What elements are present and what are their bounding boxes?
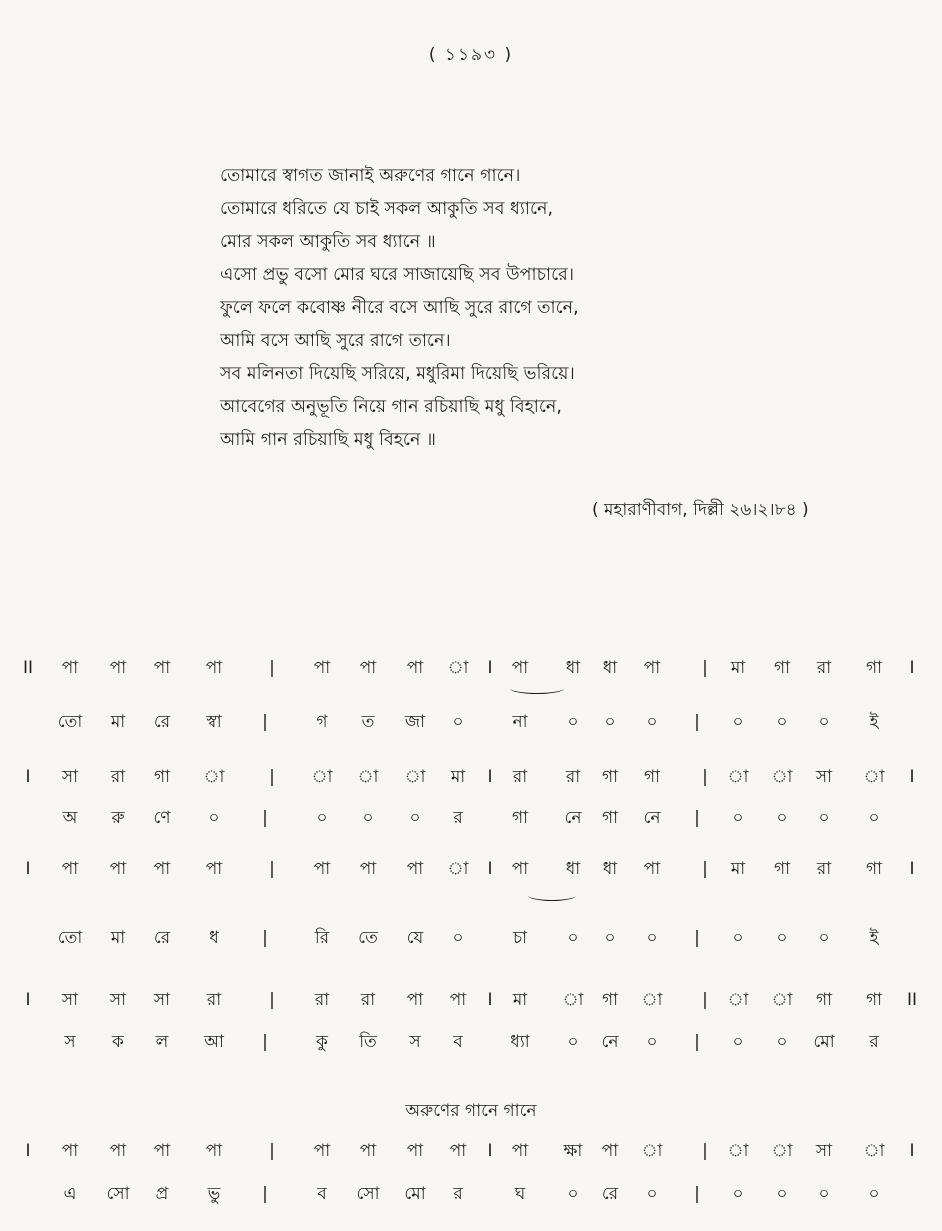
notation-cell: স [64, 1032, 76, 1052]
poem-line: তোমারে স্বাগত জানাই অরুণের গানে গানে। [220, 166, 521, 186]
notation-cell: আ [204, 1032, 224, 1052]
notation-cell: পা [153, 658, 171, 678]
notation-cell: নে [564, 808, 582, 828]
notation-cell: ০ [646, 712, 658, 732]
notation-cell: সা [61, 767, 79, 787]
notation-cell: ০ [362, 808, 374, 828]
notation-cell: গা [601, 808, 619, 828]
notation-cell: গা [601, 990, 619, 1010]
notation-cell: | [694, 808, 700, 828]
notation-cell: া [404, 767, 426, 787]
notation-cell: প্র [155, 1184, 169, 1204]
notation-cell: গা [773, 658, 791, 678]
notation-cell: গ [316, 712, 328, 732]
notation-cell: ০ [818, 712, 830, 732]
notation-cell: I [909, 859, 915, 879]
notation-cell: | [262, 808, 268, 828]
notation-cell: নে [643, 808, 661, 828]
notation-cell: মা [110, 712, 126, 732]
notation-cell: নে [601, 1032, 619, 1052]
notation-cell: তো [57, 712, 83, 732]
notation-cell: পা [449, 1141, 467, 1161]
notation-cell: | [694, 928, 700, 948]
notation-cell: পা [449, 990, 467, 1010]
notation-cell: রা [512, 767, 528, 787]
notation-cell: মা [730, 859, 746, 879]
notation-cell: পা [511, 658, 529, 678]
notation-cell: | [269, 1141, 275, 1161]
notation-cell: | [694, 712, 700, 732]
notation-cell: ০ [409, 808, 421, 828]
notation-cell: সা [61, 990, 79, 1010]
notation-cell: গা [865, 990, 883, 1010]
notation-cell: ০ [567, 712, 579, 732]
notation-cell: পা [61, 658, 79, 678]
poem-line: ফুলে ফলে কবোষ্ণ নীরে বসে আছি সুরে রাগে তানে, [220, 298, 579, 318]
notation-cell: ০ [567, 1032, 579, 1052]
notation-cell: ০ [732, 712, 744, 732]
notation-cell: রে [153, 928, 171, 948]
notation-cell: রা [360, 990, 376, 1010]
notation-cell: সো [356, 1184, 380, 1204]
notation-cell: | [262, 712, 268, 732]
notation-cell: ০ [452, 928, 464, 948]
notation-cell: ব [453, 1032, 463, 1052]
notation-cell: গা [511, 808, 529, 828]
notation-cell: া [311, 767, 333, 787]
notation-cell: র [453, 808, 463, 828]
notation-cell: | [269, 767, 275, 787]
notation-cell: া [447, 658, 469, 678]
notation-cell: পা [406, 1141, 424, 1161]
section-heading: অরুণের গানে গানে [405, 1101, 537, 1121]
notation-cell: মা [730, 658, 746, 678]
notation-cell: | [702, 658, 708, 678]
notation-cell: ০ [732, 1032, 744, 1052]
notation-cell: ০ [604, 712, 616, 732]
notation-cell: রে [601, 1184, 619, 1204]
notation-cell: | [269, 990, 275, 1010]
notation-cell: গা [601, 767, 619, 787]
notation-cell: পা [313, 658, 331, 678]
notation-cell: | [702, 1141, 708, 1161]
notation-cell: তো [57, 928, 83, 948]
notation-cell: রা [565, 767, 581, 787]
notation-cell: I [25, 859, 31, 879]
notation-cell: ণে [153, 808, 171, 828]
notation-cell: মো [813, 1032, 835, 1052]
notation-cell: ব [317, 1184, 327, 1204]
notation-cell: কু [316, 1032, 328, 1052]
notation-cell: গা [815, 990, 833, 1010]
notation-cell: া [863, 1141, 885, 1161]
notation-cell: ০ [732, 808, 744, 828]
notation-cell: | [702, 859, 708, 879]
notation-cell: পা [205, 658, 223, 678]
notation-cell: চা [512, 928, 528, 948]
notation-cell: তি [359, 1032, 377, 1052]
notation-cell: পা [359, 658, 377, 678]
notation-cell: র [869, 1032, 879, 1052]
notation-cell: ০ [646, 928, 658, 948]
notation-cell: া [771, 990, 793, 1010]
notation-cell: | [262, 1032, 268, 1052]
notation-cell: সো [106, 1184, 130, 1204]
notation-cell: া [863, 767, 885, 787]
notation-cell: II [906, 990, 918, 1010]
slur-mark [510, 683, 564, 694]
notation-cell: ০ [818, 1184, 830, 1204]
notation-cell: রা [314, 990, 330, 1010]
notation-cell: া [727, 990, 749, 1010]
notation-cell: ০ [776, 808, 788, 828]
notation-cell: স্বা [206, 712, 222, 732]
notation-cell: পা [61, 859, 79, 879]
notation-cell: I [487, 1141, 493, 1161]
notation-cell: পা [601, 1141, 619, 1161]
notation-cell: সা [815, 1141, 833, 1161]
notation-cell: গা [773, 859, 791, 879]
notation-cell: এ [63, 1184, 77, 1204]
notation-cell: I [25, 1141, 31, 1161]
notation-cell: | [269, 658, 275, 678]
notation-cell: | [694, 1184, 700, 1204]
notation-cell: ধা [565, 658, 581, 678]
notation-cell: ধা [565, 859, 581, 879]
notation-cell: ধা [602, 658, 618, 678]
notation-cell: পা [406, 990, 424, 1010]
notation-cell: পা [511, 859, 529, 879]
poem-line: আমি গান রচিয়াছি মধু বিহনে ॥ [220, 430, 436, 450]
notation-cell: রে [153, 712, 171, 732]
notation-cell: পা [359, 859, 377, 879]
notation-cell: ধা [602, 859, 618, 879]
notation-cell: া [641, 990, 663, 1010]
notation-cell: ০ [646, 1184, 658, 1204]
notation-cell: ০ [567, 928, 579, 948]
notation-cell: II [22, 658, 34, 678]
notation-cell: ০ [567, 1184, 579, 1204]
notation-cell: ০ [646, 1032, 658, 1052]
notation-cell: পা [61, 1141, 79, 1161]
notation-cell: া [203, 767, 225, 787]
notation-cell: | [702, 990, 708, 1010]
notation-cell: ক [112, 1032, 124, 1052]
notation-cell: ০ [316, 808, 328, 828]
poem-line: তোমারে ধরিতে যে চাই সকল আকুতি সব ধ্যানে, [220, 199, 554, 219]
notation-cell: জা [404, 712, 426, 732]
notation-cell: ই [869, 712, 879, 732]
notation-cell: ০ [818, 928, 830, 948]
notation-cell: রা [110, 767, 126, 787]
notation-cell: ধ্যা [510, 1032, 530, 1052]
poem-line: সব মলিনতা দিয়েছি সরিয়ে, মধুরিমা দিয়েছি ভরিয়ে। [220, 364, 575, 384]
notation-cell: ই [869, 928, 879, 948]
notation-cell: | [262, 1184, 268, 1204]
notation-cell: সা [815, 767, 833, 787]
notation-cell: া [771, 1141, 793, 1161]
notation-cell: ০ [776, 928, 788, 948]
poem-line: আমি বসে আছি সুরে রাগে তানে। [220, 331, 451, 351]
notation-cell: I [25, 767, 31, 787]
notation-cell: পা [205, 1141, 223, 1161]
notation-cell: তে [358, 928, 378, 948]
notation-cell: | [262, 928, 268, 948]
notation-cell: ০ [776, 712, 788, 732]
notation-cell: | [702, 767, 708, 787]
notation-cell: মো [404, 1184, 426, 1204]
notation-cell: া [727, 767, 749, 787]
notation-cell: I [909, 767, 915, 787]
notation-cell: ক্ষা [563, 1141, 583, 1161]
notation-cell: না [512, 712, 528, 732]
poem-line: মোর সকল আকুতি সব ধ্যানে ॥ [220, 232, 436, 252]
notation-cell: ০ [776, 1184, 788, 1204]
notation-cell: অ [62, 808, 78, 828]
notation-cell: | [694, 1032, 700, 1052]
notation-cell: া [641, 1141, 663, 1161]
notation-cell: রা [206, 990, 222, 1010]
notation-cell: যে [406, 928, 424, 948]
notation-cell: পা [406, 859, 424, 879]
notation-cell: I [909, 658, 915, 678]
notation-cell: পা [643, 658, 661, 678]
notation-cell: ০ [732, 928, 744, 948]
notation-cell: ০ [604, 928, 616, 948]
notation-cell: গা [865, 859, 883, 879]
notation-cell: রা [816, 859, 832, 879]
notation-cell: ভু [207, 1184, 221, 1204]
page-number: ( ১১৯৩ ) [428, 45, 514, 65]
notation-cell: ০ [776, 1032, 788, 1052]
slur-mark [528, 890, 576, 901]
notation-cell: I [909, 1141, 915, 1161]
notation-cell: মা [110, 928, 126, 948]
poem-line: এসো প্রভু বসো মোর ঘরে সাজায়েছি সব উপাচারে। [220, 265, 575, 285]
notation-cell: ০ [208, 808, 220, 828]
notation-cell: পা [406, 658, 424, 678]
notation-cell: া [727, 1141, 749, 1161]
place-date: ( মহারাণীবাগ, দিল্লী ২৬।২।৮৪ ) [592, 500, 809, 520]
notation-cell: ০ [868, 1184, 880, 1204]
notation-cell: রি [314, 928, 330, 948]
notation-cell: ত [361, 712, 375, 732]
notation-cell: মা [450, 767, 466, 787]
notation-cell: গা [865, 658, 883, 678]
notation-cell: ০ [868, 808, 880, 828]
notation-cell: রু [111, 808, 125, 828]
notation-cell: ০ [732, 1184, 744, 1204]
notation-cell: I [487, 859, 493, 879]
notation-cell: ল [155, 1032, 169, 1052]
notation-cell: গা [153, 767, 171, 787]
notation-cell: সা [153, 990, 171, 1010]
notation-cell: পা [109, 658, 127, 678]
notation-cell: র [453, 1184, 463, 1204]
notation-cell: পা [643, 859, 661, 879]
notation-cell: পা [109, 1141, 127, 1161]
notation-cell: পা [313, 1141, 331, 1161]
notation-cell: | [269, 859, 275, 879]
poem-line: আবেগের অনুভূতি নিয়ে গান রচিয়াছি মধু বিহানে, [220, 397, 562, 417]
notation-cell: স [409, 1032, 421, 1052]
notation-cell: ধ [209, 928, 219, 948]
notation-cell: পা [511, 1141, 529, 1161]
notation-cell: I [487, 767, 493, 787]
notation-cell: মা [512, 990, 528, 1010]
notation-cell: পা [109, 859, 127, 879]
notation-cell: া [447, 859, 469, 879]
notation-cell: পা [205, 859, 223, 879]
notation-cell: I [25, 990, 31, 1010]
notation-cell: I [487, 990, 493, 1010]
notation-cell: া [562, 990, 584, 1010]
notation-cell: ঘ [514, 1184, 526, 1204]
notation-cell: I [487, 658, 493, 678]
notation-cell: পা [313, 859, 331, 879]
notation-cell: ০ [818, 808, 830, 828]
notation-cell: গা [643, 767, 661, 787]
notation-cell: পা [359, 1141, 377, 1161]
notation-cell: রা [816, 658, 832, 678]
notation-cell: সা [109, 990, 127, 1010]
notation-cell: পা [153, 1141, 171, 1161]
notation-cell: া [771, 767, 793, 787]
notation-cell: ০ [452, 712, 464, 732]
notation-cell: া [357, 767, 379, 787]
notation-cell: পা [153, 859, 171, 879]
